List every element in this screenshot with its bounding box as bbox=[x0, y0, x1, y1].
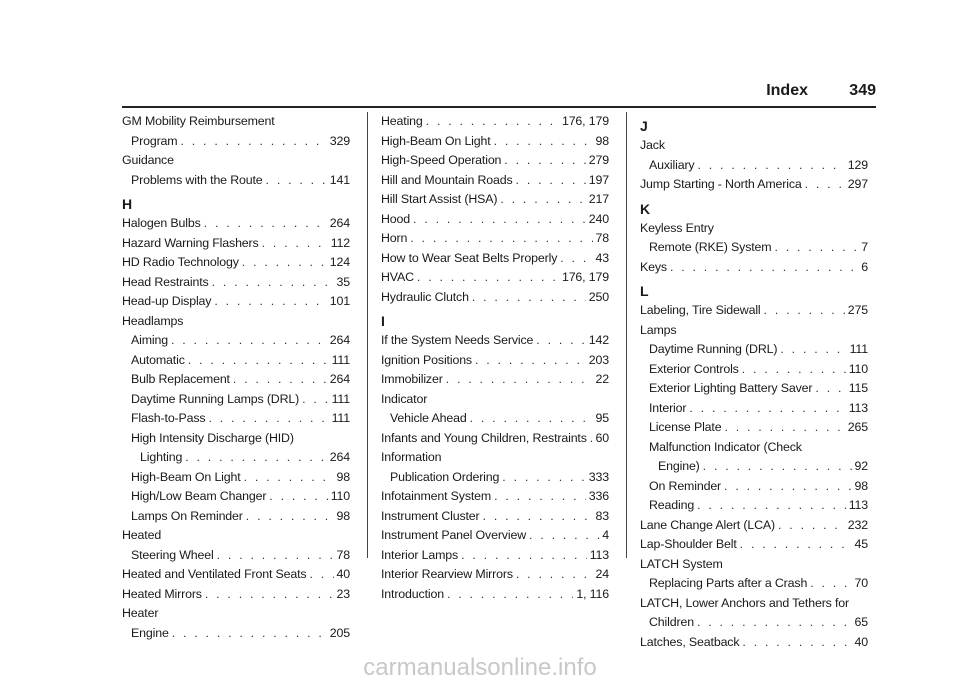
index-entry bbox=[122, 526, 350, 546]
index-entry-page: 101 bbox=[329, 294, 350, 308]
index-entry bbox=[640, 633, 868, 653]
index-entry-term: LATCH, Lower Anchors and Tethers for bbox=[640, 595, 850, 610]
index-entry-term: How to Wear Seat Belts Properly bbox=[381, 250, 558, 265]
index-entry bbox=[640, 516, 868, 536]
dot-leader bbox=[214, 292, 326, 312]
index-entry bbox=[640, 496, 868, 516]
dot-leader bbox=[494, 132, 593, 152]
index-entry-page: 142 bbox=[588, 333, 609, 347]
index-entry-page: 275 bbox=[847, 303, 868, 317]
dot-leader bbox=[504, 151, 585, 171]
index-entry-term: If the System Needs Service bbox=[381, 333, 534, 347]
dot-leader bbox=[697, 496, 846, 516]
index-entry-term: Lap-Shoulder Belt bbox=[640, 537, 737, 551]
index-entry-term: Introduction bbox=[381, 586, 444, 601]
index-entry-term: Engine) bbox=[658, 459, 700, 473]
index-entry-term: Remote (RKE) System bbox=[649, 240, 772, 254]
index-entry bbox=[122, 292, 350, 312]
index-entry bbox=[122, 273, 350, 293]
dot-leader bbox=[774, 238, 858, 258]
index-entry bbox=[640, 219, 868, 239]
dot-leader bbox=[703, 457, 852, 477]
index-entry-page: 333 bbox=[588, 469, 609, 484]
index-entry bbox=[381, 546, 609, 566]
index-entry-term: Information bbox=[381, 450, 442, 464]
index-entry bbox=[381, 409, 609, 429]
index-entry bbox=[381, 448, 609, 468]
index-entry-page: 124 bbox=[329, 255, 350, 269]
index-entry-page: 176, 179 bbox=[561, 114, 609, 128]
index-entry bbox=[640, 340, 868, 360]
dot-leader bbox=[309, 565, 333, 585]
index-entry-term: Children bbox=[649, 615, 694, 629]
index-entry-page: 111 bbox=[331, 411, 350, 425]
dot-leader bbox=[472, 288, 586, 308]
index-entry-page: 40 bbox=[336, 567, 350, 581]
index-entry-page: 217 bbox=[588, 192, 609, 206]
index-entry-term: Head-up Display bbox=[122, 294, 212, 308]
index-entry-page: 7 bbox=[861, 240, 868, 254]
index-entry-term: Head Restraints bbox=[122, 274, 209, 289]
index-entry-page: 78 bbox=[336, 547, 350, 562]
index-entry bbox=[640, 321, 868, 341]
index-entry bbox=[381, 229, 609, 249]
index-entry-page: 65 bbox=[854, 615, 868, 629]
index-entry-page: 240 bbox=[588, 211, 609, 226]
index-entry-term: Halogen Bulbs bbox=[122, 216, 201, 230]
dot-leader bbox=[742, 360, 846, 380]
index-entry bbox=[640, 457, 868, 477]
index-entry-term: Steering Wheel bbox=[131, 547, 214, 562]
index-entry-term: Guidance bbox=[122, 153, 174, 167]
index-entry-term: Lamps On Reminder bbox=[131, 508, 243, 523]
index-entry-term: Interior Rearview Mirrors bbox=[381, 567, 513, 581]
dot-leader bbox=[447, 585, 573, 605]
index-entry-term: Indicator bbox=[381, 391, 428, 406]
index-entry-page: 113 bbox=[589, 547, 609, 562]
dot-leader bbox=[764, 301, 845, 321]
index-entry-page: 98 bbox=[595, 133, 609, 148]
index-entry-page: 110 bbox=[330, 489, 350, 503]
index-entry-term: Aiming bbox=[131, 333, 168, 347]
index-entry bbox=[122, 487, 350, 507]
dot-leader bbox=[536, 331, 585, 351]
index-entry-page: 83 bbox=[595, 508, 609, 523]
index-entry-term: Lamps bbox=[640, 322, 677, 337]
dot-leader bbox=[426, 112, 559, 132]
index-entry bbox=[122, 468, 350, 488]
index-entry-term: Jump Starting - North America bbox=[640, 177, 802, 191]
dot-leader bbox=[494, 487, 586, 507]
index-entry bbox=[122, 253, 350, 273]
dot-leader bbox=[410, 229, 592, 249]
index-entry-term: Malfunction Indicator (Check bbox=[649, 439, 802, 454]
index-entry bbox=[122, 370, 350, 390]
index-entry bbox=[381, 468, 609, 488]
dot-leader bbox=[778, 516, 845, 536]
index-entry-term: High-Speed Operation bbox=[381, 153, 502, 167]
index-entry bbox=[381, 151, 609, 171]
index-entry bbox=[381, 190, 609, 210]
index-entry-term: Instrument Panel Overview bbox=[381, 528, 526, 542]
index-entry-term: High Intensity Discharge (HID) bbox=[131, 430, 294, 445]
dot-leader bbox=[244, 468, 334, 488]
index-entry-term: High/Low Beam Changer bbox=[131, 489, 267, 503]
page-title: Index bbox=[766, 82, 808, 99]
dot-leader bbox=[590, 429, 593, 449]
dot-leader bbox=[689, 399, 845, 419]
index-entry-term: Problems with the Route bbox=[131, 172, 263, 187]
index-entry bbox=[381, 526, 609, 546]
index-column-1 bbox=[122, 112, 350, 643]
index-entry-term: Infotainment System bbox=[381, 489, 492, 503]
index-entry bbox=[640, 258, 868, 278]
dot-leader bbox=[516, 565, 593, 585]
index-entry bbox=[381, 210, 609, 230]
dot-leader bbox=[217, 546, 334, 566]
dot-leader bbox=[697, 156, 844, 176]
index-entry-page: 113 bbox=[848, 498, 868, 512]
dot-leader bbox=[208, 409, 328, 429]
dot-leader bbox=[560, 249, 592, 269]
index-entry bbox=[640, 438, 868, 458]
index-entry-page: 205 bbox=[329, 625, 350, 640]
index-entry-page: 23 bbox=[336, 586, 350, 601]
index-entry bbox=[122, 132, 350, 152]
index-entry-term: Interior bbox=[649, 400, 687, 415]
index-entry-page: 92 bbox=[854, 459, 868, 473]
index-entry-page: 43 bbox=[595, 250, 609, 265]
index-column-3 bbox=[640, 112, 868, 652]
index-entry-page: 45 bbox=[854, 537, 868, 551]
index-entry bbox=[381, 585, 609, 605]
index-entry-page: 203 bbox=[588, 352, 609, 367]
index-entry-term: Publication Ordering bbox=[390, 469, 500, 484]
dot-leader bbox=[461, 546, 587, 566]
index-entry bbox=[122, 214, 350, 234]
dot-leader bbox=[266, 171, 327, 191]
index-entry-page: 129 bbox=[847, 157, 868, 172]
index-entry-term: Auxiliary bbox=[649, 157, 695, 172]
dot-leader bbox=[171, 331, 327, 351]
index-entry-term: Immobilizer bbox=[381, 372, 443, 386]
index-entry-term: Heated Mirrors bbox=[122, 586, 202, 601]
index-entry-term: Keyless Entry bbox=[640, 220, 714, 235]
dot-leader bbox=[805, 175, 845, 195]
index-entry-page: 111 bbox=[849, 342, 868, 356]
index-entry-term: High-Beam On Light bbox=[131, 469, 241, 484]
index-entry-term: Lane Change Alert (LCA) bbox=[640, 517, 775, 532]
index-entry bbox=[122, 171, 350, 191]
index-entry bbox=[122, 604, 350, 624]
index-entry bbox=[122, 112, 350, 132]
index-entry bbox=[122, 507, 350, 527]
index-entry bbox=[122, 351, 350, 371]
index-entry-term: Latches, Seatback bbox=[640, 634, 740, 649]
index-entry bbox=[381, 132, 609, 152]
index-entry bbox=[381, 171, 609, 191]
index-entry-term: Exterior Lighting Battery Saver bbox=[649, 381, 813, 395]
dot-leader bbox=[742, 633, 851, 653]
index-entry-page: 264 bbox=[329, 372, 350, 386]
index-entry-term: On Reminder bbox=[649, 478, 722, 493]
dot-leader bbox=[724, 418, 844, 438]
index-entry-term: Hazard Warning Flashers bbox=[122, 235, 259, 250]
dot-leader bbox=[697, 613, 852, 633]
index-entry bbox=[640, 360, 868, 380]
dot-leader bbox=[724, 477, 851, 497]
dot-leader bbox=[529, 526, 599, 546]
index-entry bbox=[122, 624, 350, 644]
dot-leader bbox=[815, 379, 845, 399]
index-entry-term: Vehicle Ahead bbox=[390, 411, 467, 425]
index-entry bbox=[640, 399, 868, 419]
index-entry bbox=[122, 448, 350, 468]
index-entry-term: Replacing Parts after a Crash bbox=[649, 576, 808, 590]
dot-leader bbox=[740, 535, 852, 555]
dot-leader bbox=[446, 370, 593, 390]
index-letter-heading: H bbox=[122, 196, 133, 212]
index-entry bbox=[122, 429, 350, 449]
dot-leader bbox=[246, 507, 334, 527]
index-entry bbox=[640, 238, 868, 258]
index-entry-page: 264 bbox=[329, 450, 350, 464]
index-entry-page: 111 bbox=[331, 352, 350, 367]
index-entry bbox=[381, 487, 609, 507]
index-entry-page: 110 bbox=[848, 361, 868, 376]
index-entry-term: Infants and Young Children, Restraints bbox=[381, 430, 587, 445]
index-entry bbox=[640, 574, 868, 594]
index-entry bbox=[381, 351, 609, 371]
index-entry-term: Hydraulic Clutch bbox=[381, 289, 469, 304]
index-entry-page: 98 bbox=[336, 508, 350, 523]
index-entry-term: Automatic bbox=[131, 352, 185, 367]
index-entry-page: 6 bbox=[861, 259, 868, 274]
index-entry bbox=[640, 175, 868, 195]
index-letter-heading: J bbox=[640, 118, 648, 134]
header-rule bbox=[122, 106, 876, 108]
index-entry bbox=[122, 585, 350, 605]
index-entry-page: 95 bbox=[595, 411, 609, 425]
index-entry-page: 176, 179 bbox=[561, 270, 609, 284]
index-entry-term: Heated bbox=[122, 528, 162, 542]
index-entry-term: Reading bbox=[649, 498, 695, 512]
dot-leader bbox=[204, 214, 327, 234]
index-entry bbox=[381, 268, 609, 288]
index-entry bbox=[640, 418, 868, 438]
index-entry-term: Bulb Replacement bbox=[131, 372, 230, 386]
index-entry bbox=[640, 301, 868, 321]
index-entry bbox=[381, 249, 609, 269]
dot-leader bbox=[242, 253, 327, 273]
index-entry bbox=[122, 331, 350, 351]
index-entry-page: 197 bbox=[588, 172, 609, 187]
index-entry-term: Hill Start Assist (HSA) bbox=[381, 192, 498, 206]
index-entry-page: 98 bbox=[854, 478, 868, 493]
index-entry bbox=[381, 288, 609, 308]
index-entry bbox=[640, 156, 868, 176]
dot-leader bbox=[500, 190, 585, 210]
index-entry bbox=[640, 594, 868, 614]
dot-leader bbox=[810, 574, 851, 594]
index-entry-term: Ignition Positions bbox=[381, 352, 472, 367]
column-divider bbox=[626, 112, 627, 558]
dot-leader bbox=[470, 409, 593, 429]
index-entry-term: Hill and Mountain Roads bbox=[381, 172, 513, 187]
index-entry-term: Horn bbox=[381, 231, 408, 245]
index-entry bbox=[381, 429, 609, 449]
dot-leader bbox=[417, 268, 559, 288]
index-entry-term: Heating bbox=[381, 114, 423, 128]
index-entry bbox=[640, 535, 868, 555]
index-entry-term: Hood bbox=[381, 211, 411, 226]
dot-leader bbox=[185, 448, 327, 468]
index-entry bbox=[122, 409, 350, 429]
index-entry-term: Daytime Running Lamps (DRL) bbox=[131, 391, 300, 406]
index-entry-term: Labeling, Tire Sidewall bbox=[640, 303, 761, 317]
dot-leader bbox=[475, 351, 586, 371]
index-entry-term: Interior Lamps bbox=[381, 547, 459, 562]
index-entry bbox=[640, 555, 868, 575]
index-entry-term: Heater bbox=[122, 606, 159, 620]
index-entry-term: Headlamps bbox=[122, 313, 184, 328]
dot-leader bbox=[413, 210, 586, 230]
index-entry bbox=[640, 379, 868, 399]
index-entry-page: 35 bbox=[336, 274, 350, 289]
index-entry-term: Jack bbox=[640, 138, 665, 152]
index-entry-term: GM Mobility Reimbursement bbox=[122, 114, 275, 128]
index-entry bbox=[381, 331, 609, 351]
index-entry-term: HD Radio Technology bbox=[122, 255, 239, 269]
index-entry bbox=[381, 112, 609, 132]
dot-leader bbox=[262, 234, 328, 254]
index-entry bbox=[381, 565, 609, 585]
index-letter-heading: I bbox=[381, 313, 385, 329]
index-entry-term: Exterior Controls bbox=[649, 361, 739, 376]
index-letter-heading: L bbox=[640, 283, 649, 299]
index-entry-page: 70 bbox=[854, 576, 868, 590]
dot-leader bbox=[516, 171, 586, 191]
dot-leader bbox=[172, 624, 327, 644]
page-header bbox=[122, 82, 876, 106]
index-entry-page: 22 bbox=[595, 372, 609, 386]
index-entry bbox=[122, 151, 350, 171]
index-entry-page: 250 bbox=[588, 289, 609, 304]
index-entry-page: 115 bbox=[848, 381, 868, 395]
index-entry-term: High-Beam On Light bbox=[381, 133, 491, 148]
index-entry-term: Instrument Cluster bbox=[381, 508, 480, 523]
index-entry-page: 232 bbox=[847, 517, 868, 532]
index-entry-term: Daytime Running (DRL) bbox=[649, 342, 778, 356]
index-entry bbox=[122, 390, 350, 410]
index-entry-term: License Plate bbox=[649, 420, 722, 434]
index-entry-term: Heated and Ventilated Front Seats bbox=[122, 567, 307, 581]
index-column-2 bbox=[381, 112, 609, 604]
index-entry bbox=[640, 477, 868, 497]
index-entry-page: 297 bbox=[847, 177, 868, 191]
index-entry bbox=[381, 370, 609, 390]
index-entry-page: 4 bbox=[602, 528, 609, 542]
dot-leader bbox=[302, 390, 329, 410]
index-entry-page: 141 bbox=[329, 172, 350, 187]
dot-leader bbox=[233, 370, 327, 390]
index-entry-page: 1, 116 bbox=[576, 586, 609, 601]
index-entry-page: 60 bbox=[595, 430, 609, 445]
index-entry-term: Keys bbox=[640, 259, 667, 274]
dot-leader bbox=[188, 351, 329, 371]
index-letter-heading: K bbox=[640, 200, 651, 217]
index-entry-term: Lighting bbox=[140, 450, 183, 464]
index-entry-page: 336 bbox=[588, 489, 609, 503]
page-number: 349 bbox=[849, 82, 876, 99]
index-entry bbox=[122, 565, 350, 585]
column-divider bbox=[367, 112, 368, 558]
index-entry-page: 265 bbox=[847, 420, 868, 434]
index-entry bbox=[640, 613, 868, 633]
dot-leader bbox=[205, 585, 334, 605]
watermark: carmanualsonline.info bbox=[363, 654, 597, 681]
index-entry bbox=[640, 136, 868, 156]
index-entry-page: 98 bbox=[336, 469, 350, 484]
index-entry-page: 329 bbox=[329, 133, 350, 148]
index-entry-page: 78 bbox=[595, 231, 609, 245]
dot-leader bbox=[483, 507, 593, 527]
index-entry-page: 279 bbox=[588, 153, 609, 167]
index-entry-page: 264 bbox=[329, 216, 350, 230]
dot-leader bbox=[180, 132, 326, 152]
index-entry-term: HVAC bbox=[381, 270, 414, 284]
index-entry bbox=[381, 390, 609, 410]
dot-leader bbox=[780, 340, 846, 360]
index-entry bbox=[122, 312, 350, 332]
index-entry-page: 112 bbox=[330, 235, 350, 250]
index-entry-term: Program bbox=[131, 133, 178, 148]
index-entry bbox=[122, 546, 350, 566]
index-entry bbox=[381, 507, 609, 527]
index-entry-page: 113 bbox=[848, 400, 868, 415]
index-entry-term: Engine bbox=[131, 625, 169, 640]
index-entry bbox=[122, 234, 350, 254]
dot-leader bbox=[269, 487, 327, 507]
dot-leader bbox=[670, 258, 858, 278]
dot-leader bbox=[502, 468, 585, 488]
index-entry-page: 24 bbox=[595, 567, 609, 581]
dot-leader bbox=[212, 273, 334, 293]
index-entry-page: 264 bbox=[329, 333, 350, 347]
index-entry-term: Flash-to-Pass bbox=[131, 411, 206, 425]
index-entry-page: 111 bbox=[331, 391, 350, 406]
index-entry-page: 40 bbox=[854, 634, 868, 649]
index-entry-term: LATCH System bbox=[640, 556, 723, 571]
